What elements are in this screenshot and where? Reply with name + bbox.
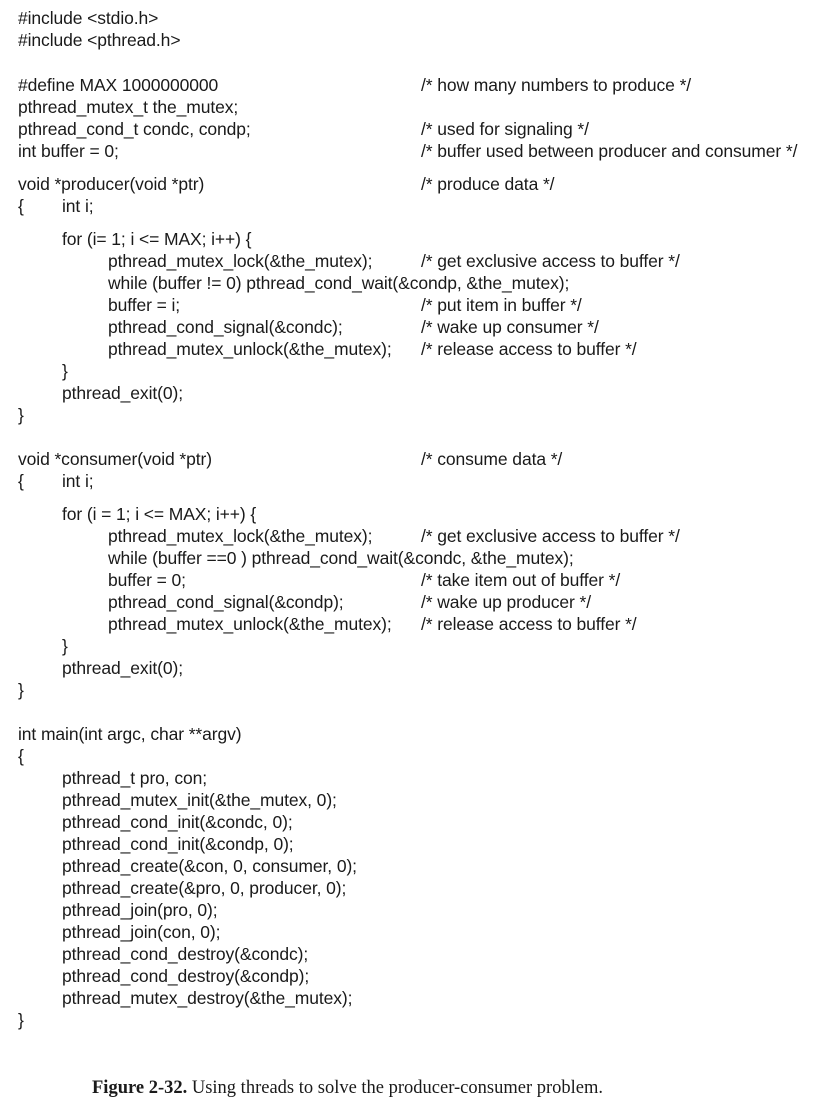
- code-line: void *producer(void *ptr): [18, 174, 205, 194]
- code-comment: /* wake up producer */: [421, 592, 591, 612]
- code-line: {: [18, 746, 24, 766]
- code-line: }: [18, 1010, 24, 1030]
- code-comment: /* release access to buffer */: [421, 339, 637, 359]
- code-line: pthread_mutex_destroy(&the_mutex);: [62, 988, 353, 1008]
- code-line: pthread_create(&con, 0, consumer, 0);: [62, 856, 357, 876]
- code-comment: /* produce data */: [421, 174, 555, 194]
- code-line: }: [62, 361, 68, 381]
- code-line: pthread_join(con, 0);: [62, 922, 221, 942]
- code-comment: /* release access to buffer */: [421, 614, 637, 634]
- code-line: pthread_mutex_unlock(&the_mutex);: [108, 614, 392, 634]
- code-line: while (buffer != 0) pthread_cond_wait(&condp, &the_mutex);: [108, 273, 570, 293]
- code-line: pthread_cond_init(&condp, 0);: [62, 834, 294, 854]
- figure-caption: [92, 1076, 603, 1100]
- code-comment: /* get exclusive access to buffer */: [421, 251, 680, 271]
- code-line: int i;: [62, 471, 94, 491]
- code-line: pthread_cond_t condc, condp;: [18, 119, 251, 139]
- figure-caption-text: Using threads to solve the producer-consumer problem.: [191, 1078, 604, 1098]
- code-comment: /* how many numbers to produce */: [421, 75, 692, 95]
- code-line: pthread_t pro, con;: [62, 768, 208, 788]
- code-comment: /* used for signaling */: [421, 119, 589, 139]
- code-line: buffer = 0;: [108, 570, 186, 590]
- code-line: while (buffer ==0 ) pthread_cond_wait(&condc, &the_mutex);: [108, 548, 574, 568]
- code-line: pthread_mutex_t the_mutex;: [18, 97, 239, 117]
- code-line: }: [62, 636, 68, 656]
- code-line: }: [18, 405, 24, 425]
- code-line: buffer = i;: [108, 295, 181, 315]
- code-line: pthread_mutex_lock(&the_mutex);: [108, 526, 373, 546]
- code-comment: /* buffer used between producer and consumer */: [421, 141, 798, 161]
- code-line: pthread_create(&pro, 0, producer, 0);: [62, 878, 347, 898]
- code-line: int buffer = 0;: [18, 141, 119, 161]
- code-line: #include <stdio.h>: [18, 8, 159, 28]
- code-line: #include <pthread.h>: [18, 30, 181, 50]
- code-line: }: [18, 680, 24, 700]
- figure-caption-label: Figure 2-32.: [92, 1078, 188, 1098]
- code-line: int i;: [62, 196, 94, 216]
- code-line: pthread_cond_signal(&condc);: [108, 317, 343, 337]
- code-line: pthread_mutex_lock(&the_mutex);: [108, 251, 373, 271]
- code-line: int main(int argc, char **argv): [18, 724, 242, 744]
- code-line: void *consumer(void *ptr): [18, 449, 212, 469]
- code-line: pthread_cond_destroy(&condp);: [62, 966, 310, 986]
- code-line: pthread_cond_destroy(&condc);: [62, 944, 309, 964]
- code-comment: /* take item out of buffer */: [421, 570, 621, 590]
- code-line: pthread_join(pro, 0);: [62, 900, 218, 920]
- code-line: for (i= 1; i <= MAX; i++) {: [62, 229, 252, 249]
- code-line: pthread_exit(0);: [62, 658, 183, 678]
- code-line: pthread_exit(0);: [62, 383, 183, 403]
- code-line: pthread_cond_signal(&condp);: [108, 592, 344, 612]
- code-comment: /* consume data */: [421, 449, 563, 469]
- code-line: {: [18, 471, 24, 491]
- code-comment: /* wake up consumer */: [421, 317, 599, 337]
- code-line: pthread_cond_init(&condc, 0);: [62, 812, 293, 832]
- code-line: {: [18, 196, 24, 216]
- code-line: #define MAX 1000000000: [18, 75, 219, 95]
- code-line: pthread_mutex_unlock(&the_mutex);: [108, 339, 392, 359]
- code-line: pthread_mutex_init(&the_mutex, 0);: [62, 790, 337, 810]
- code-line: for (i = 1; i <= MAX; i++) {: [62, 504, 257, 524]
- code-comment: /* put item in buffer */: [421, 295, 582, 315]
- code-comment: /* get exclusive access to buffer */: [421, 526, 680, 546]
